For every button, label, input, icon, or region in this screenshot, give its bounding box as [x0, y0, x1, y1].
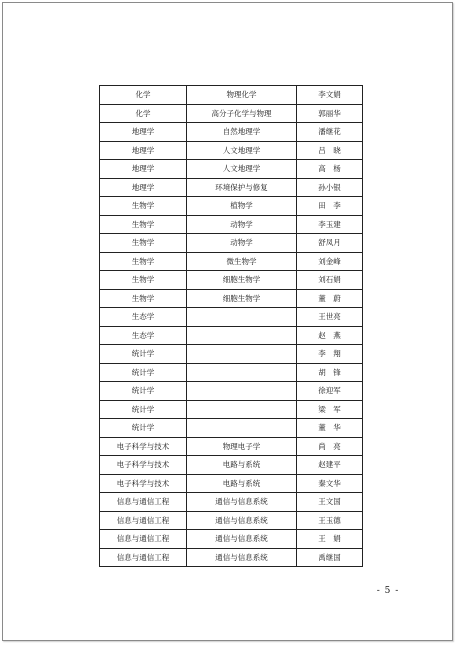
table-row	[100, 456, 363, 475]
name-cell: 孙小银	[297, 178, 363, 197]
field-cell	[187, 400, 297, 419]
discipline-cell: 地理学	[100, 160, 187, 179]
table-row	[100, 234, 363, 253]
table-row	[100, 437, 363, 456]
discipline-cell: 统计学	[100, 345, 187, 364]
discipline-cell: 统计学	[100, 363, 187, 382]
name-cell: 舒凤月	[297, 234, 363, 253]
discipline-cell: 生物学	[100, 289, 187, 308]
name-cell: 刘石娟	[297, 271, 363, 290]
name-cell: 高 杨	[297, 160, 363, 179]
name-cell: 秦文华	[297, 474, 363, 493]
table-row	[100, 400, 363, 419]
discipline-cell: 信息与通信工程	[100, 548, 187, 567]
field-cell: 物理电子学	[187, 437, 297, 456]
field-cell	[187, 419, 297, 438]
table-row	[100, 308, 363, 327]
document-page	[2, 2, 453, 641]
discipline-cell: 地理学	[100, 178, 187, 197]
name-cell: 尚 亮	[297, 437, 363, 456]
name-cell: 潘继花	[297, 123, 363, 142]
name-cell: 赵 燕	[297, 326, 363, 345]
table-row	[100, 215, 363, 234]
table-row	[100, 141, 363, 160]
name-cell: 梁 军	[297, 400, 363, 419]
field-cell: 人文地理学	[187, 141, 297, 160]
discipline-cell: 信息与通信工程	[100, 493, 187, 512]
table-row	[100, 382, 363, 401]
field-cell: 植物学	[187, 197, 297, 216]
name-cell: 董 蔚	[297, 289, 363, 308]
discipline-cell: 化学	[100, 86, 187, 105]
discipline-cell: 电子科学与技术	[100, 456, 187, 475]
table-row	[100, 104, 363, 123]
name-cell: 王 娟	[297, 530, 363, 549]
table-row	[100, 474, 363, 493]
discipline-cell: 生物学	[100, 271, 187, 290]
discipline-cell: 生态学	[100, 308, 187, 327]
field-cell: 通信与信息系统	[187, 548, 297, 567]
table-row	[100, 345, 363, 364]
name-cell: 禹继国	[297, 548, 363, 567]
discipline-cell: 统计学	[100, 400, 187, 419]
faculty-table	[99, 85, 363, 567]
field-cell: 人文地理学	[187, 160, 297, 179]
field-cell: 细胞生物学	[187, 271, 297, 290]
discipline-cell: 信息与通信工程	[100, 530, 187, 549]
discipline-cell: 生物学	[100, 234, 187, 253]
field-cell: 细胞生物学	[187, 289, 297, 308]
table-row	[100, 252, 363, 271]
discipline-cell: 电子科学与技术	[100, 474, 187, 493]
discipline-cell: 统计学	[100, 419, 187, 438]
name-cell: 李文娟	[297, 86, 363, 105]
name-cell: 胡 锋	[297, 363, 363, 382]
field-cell	[187, 382, 297, 401]
name-cell: 赵建平	[297, 456, 363, 475]
name-cell: 董 华	[297, 419, 363, 438]
field-cell: 环境保护与修复	[187, 178, 297, 197]
discipline-cell: 信息与通信工程	[100, 511, 187, 530]
table-row	[100, 271, 363, 290]
name-cell: 郭丽华	[297, 104, 363, 123]
name-cell: 王玉德	[297, 511, 363, 530]
discipline-cell: 生物学	[100, 215, 187, 234]
discipline-cell: 电子科学与技术	[100, 437, 187, 456]
table-row	[100, 363, 363, 382]
field-cell: 动物学	[187, 215, 297, 234]
table-row	[100, 178, 363, 197]
name-cell: 吕 晓	[297, 141, 363, 160]
table-row	[100, 493, 363, 512]
field-cell: 高分子化学与物理	[187, 104, 297, 123]
name-cell: 王世亮	[297, 308, 363, 327]
discipline-cell: 统计学	[100, 382, 187, 401]
table-row	[100, 197, 363, 216]
page-number: - 5 -	[376, 586, 400, 596]
field-cell: 电路与系统	[187, 474, 297, 493]
discipline-cell: 生物学	[100, 197, 187, 216]
table-row	[100, 86, 363, 105]
field-cell	[187, 308, 297, 327]
name-cell: 王文国	[297, 493, 363, 512]
table-row	[100, 123, 363, 142]
name-cell: 田 李	[297, 197, 363, 216]
field-cell: 通信与信息系统	[187, 530, 297, 549]
table-row	[100, 530, 363, 549]
table-row	[100, 511, 363, 530]
discipline-cell: 地理学	[100, 141, 187, 160]
discipline-cell: 地理学	[100, 123, 187, 142]
field-cell	[187, 363, 297, 382]
table-row	[100, 289, 363, 308]
field-cell: 物理化学	[187, 86, 297, 105]
discipline-cell: 生态学	[100, 326, 187, 345]
field-cell	[187, 326, 297, 345]
discipline-cell: 化学	[100, 104, 187, 123]
field-cell: 微生物学	[187, 252, 297, 271]
field-cell: 电路与系统	[187, 456, 297, 475]
field-cell: 通信与信息系统	[187, 511, 297, 530]
field-cell	[187, 345, 297, 364]
name-cell: 徐迎军	[297, 382, 363, 401]
table-row	[100, 419, 363, 438]
field-cell: 通信与信息系统	[187, 493, 297, 512]
table-row	[100, 326, 363, 345]
discipline-cell: 生物学	[100, 252, 187, 271]
field-cell: 动物学	[187, 234, 297, 253]
field-cell: 自然地理学	[187, 123, 297, 142]
table-row	[100, 548, 363, 567]
table-body	[100, 86, 363, 567]
name-cell: 刘金峰	[297, 252, 363, 271]
name-cell: 李 翔	[297, 345, 363, 364]
name-cell: 李玉建	[297, 215, 363, 234]
table-row	[100, 160, 363, 179]
